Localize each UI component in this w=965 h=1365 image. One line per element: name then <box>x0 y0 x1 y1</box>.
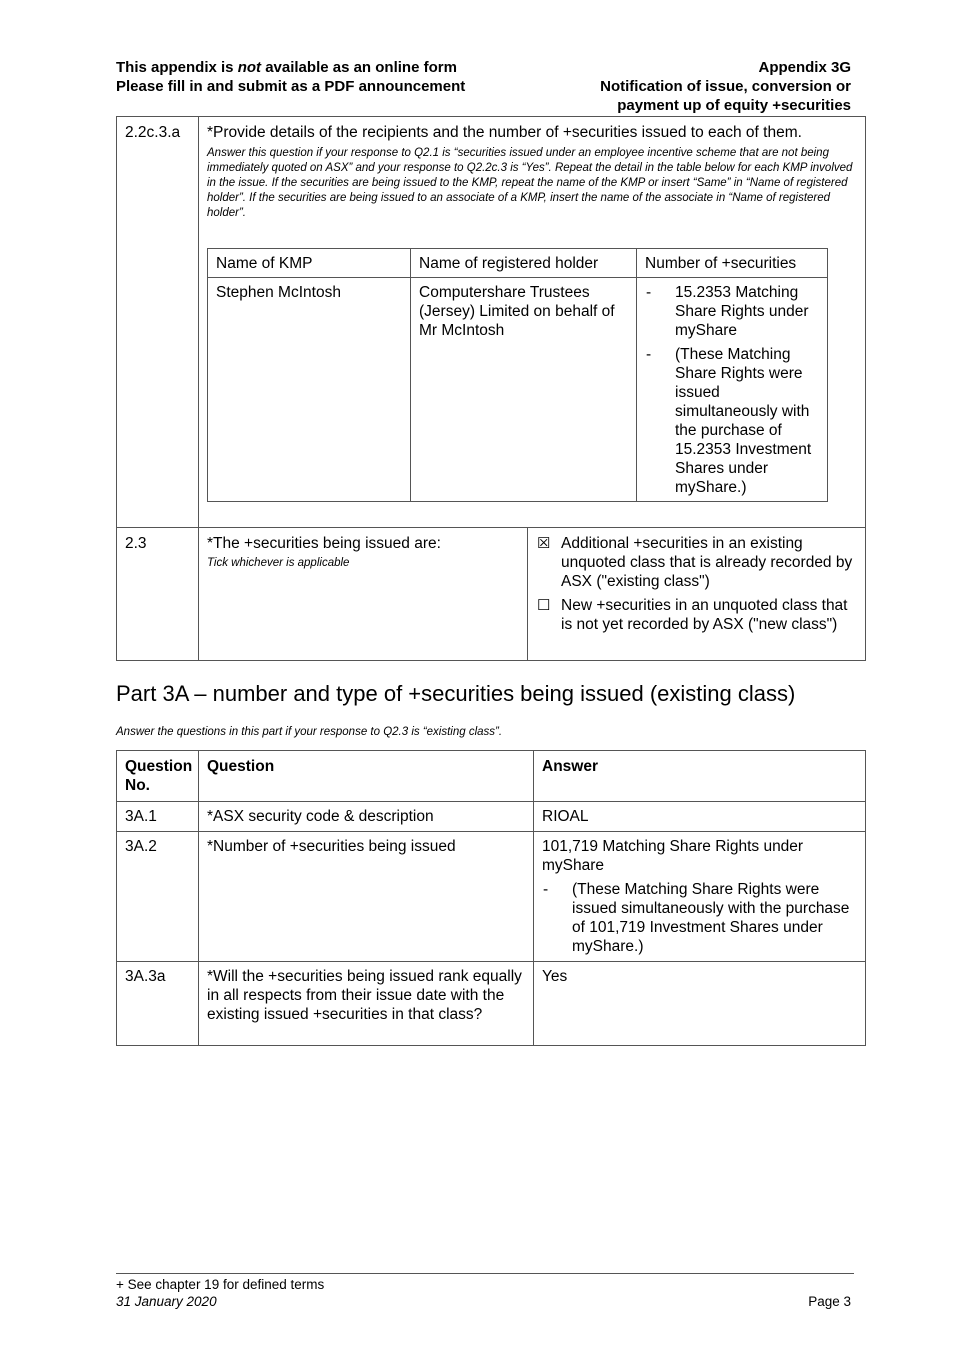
page-header-right <box>600 58 851 115</box>
footer-divider <box>116 1273 854 1274</box>
kmp-table-header <box>208 249 828 278</box>
option-new-class[interactable] <box>537 596 857 634</box>
question-text: *Will the +securities being issued rank equally in all respects from their issue date with the existing issued +securities in that class? <box>199 962 534 1046</box>
answer-text: RIOAL <box>534 802 866 832</box>
number-securities <box>637 278 828 502</box>
footer-terms: + See chapter 19 for defined terms <box>116 1277 325 1292</box>
registered-holder: Computershare Trustees (Jersey) Limited on behalf of Mr McIntosh <box>411 278 637 502</box>
part-3a-table <box>116 750 866 1046</box>
part-3a-header-row <box>117 751 866 802</box>
answer-cell <box>534 832 866 962</box>
part-3a-note: Answer the questions in this part if your response to Q2.3 is “existing class”. <box>116 726 503 738</box>
option-label: Additional +securities in an existing unquoted class that is already recorded by ASX ("existing class") <box>561 535 853 590</box>
question-number: 2.3 <box>117 528 199 661</box>
footer-date: 31 January 2020 <box>116 1294 217 1309</box>
header-question-no: Question No. <box>117 751 199 802</box>
answer-text: Yes <box>534 962 866 1046</box>
question-text: *The +securities being issued are: <box>207 535 441 552</box>
table-row <box>117 832 866 962</box>
answer-text: 101,719 Matching Share Rights under myShare <box>542 838 804 874</box>
question-row-2-2c-3-a <box>117 117 866 528</box>
question-number: 3A.2 <box>117 832 199 962</box>
page-header-left <box>116 58 465 96</box>
kmp-name: Stephen McIntosh <box>208 278 411 502</box>
part-3a-title: Part 3A – number and type of +securities being issued (existing class) <box>116 681 796 706</box>
option-label: New +securities in an unquoted class that is not yet recorded by ASX ("new class") <box>561 597 848 633</box>
question-text: *Provide details of the recipients and the number of +securities issued to each of them. <box>207 124 802 141</box>
page-number: Page 3 <box>808 1294 851 1309</box>
section-2-table <box>116 116 866 661</box>
header-number-securities: Number of +securities <box>637 249 828 278</box>
question-cell <box>199 117 866 528</box>
list-item: - (These Matching Share Rights were issued simultaneously with the purchase of 15.2353 Investment Shares under myShare.) <box>646 346 812 496</box>
table-row <box>117 802 866 832</box>
header-pdf-note: Please fill in and submit as a PDF announcement <box>116 78 466 95</box>
appendix-subtitle-2: payment up of equity +securities <box>617 97 851 114</box>
question-note: Tick whichever is applicable <box>207 557 350 569</box>
question-note: Answer this question if your response to Q2.1 is “securities issued under an employee incentive scheme that are not being immediately quoted on ASX” and your response to Q2.2c.3 is “Yes”. Repeat the detail in the table below for each KMP involved in the issue. If the securities are being issued to the KMP, repeat the name of the KMP or insert “Same” in “Name of registered holder”. If the securities are being issued to an associate of a KMP, insert the name of the associate in “Name of registered holder”. <box>207 147 853 219</box>
appendix-title: Appendix 3G <box>758 59 851 76</box>
table-row <box>117 962 866 1046</box>
header-kmp-name: Name of KMP <box>208 249 411 278</box>
list-item: - (These Matching Share Rights were issued simultaneously with the purchase of 101,719 Investment Shares under myShare.) <box>543 881 850 955</box>
question-text: *Number of +securities being issued <box>199 832 534 962</box>
question-row-2-3 <box>117 528 866 661</box>
kmp-table <box>207 248 828 502</box>
header-online-note: This appendix is not available as an online form <box>116 59 457 76</box>
option-existing-class[interactable] <box>537 534 857 591</box>
header-question: Question <box>199 751 534 802</box>
answer-cell <box>528 528 866 661</box>
question-text: *ASX security code & description <box>199 802 534 832</box>
checked-checkbox-icon[interactable]: ☒ <box>537 535 551 552</box>
question-cell <box>199 528 528 661</box>
unchecked-checkbox-icon[interactable]: ☐ <box>537 597 551 614</box>
list-item: - 15.2353 Matching Share Rights under myShare <box>646 284 809 339</box>
question-number: 3A.3a <box>117 962 199 1046</box>
question-number: 2.2c.3.a <box>117 117 199 528</box>
header-registered-holder: Name of registered holder <box>411 249 637 278</box>
header-answer: Answer <box>534 751 866 802</box>
kmp-table-row <box>208 278 828 502</box>
question-number: 3A.1 <box>117 802 199 832</box>
appendix-subtitle-1: Notification of issue, conversion or <box>600 78 851 95</box>
